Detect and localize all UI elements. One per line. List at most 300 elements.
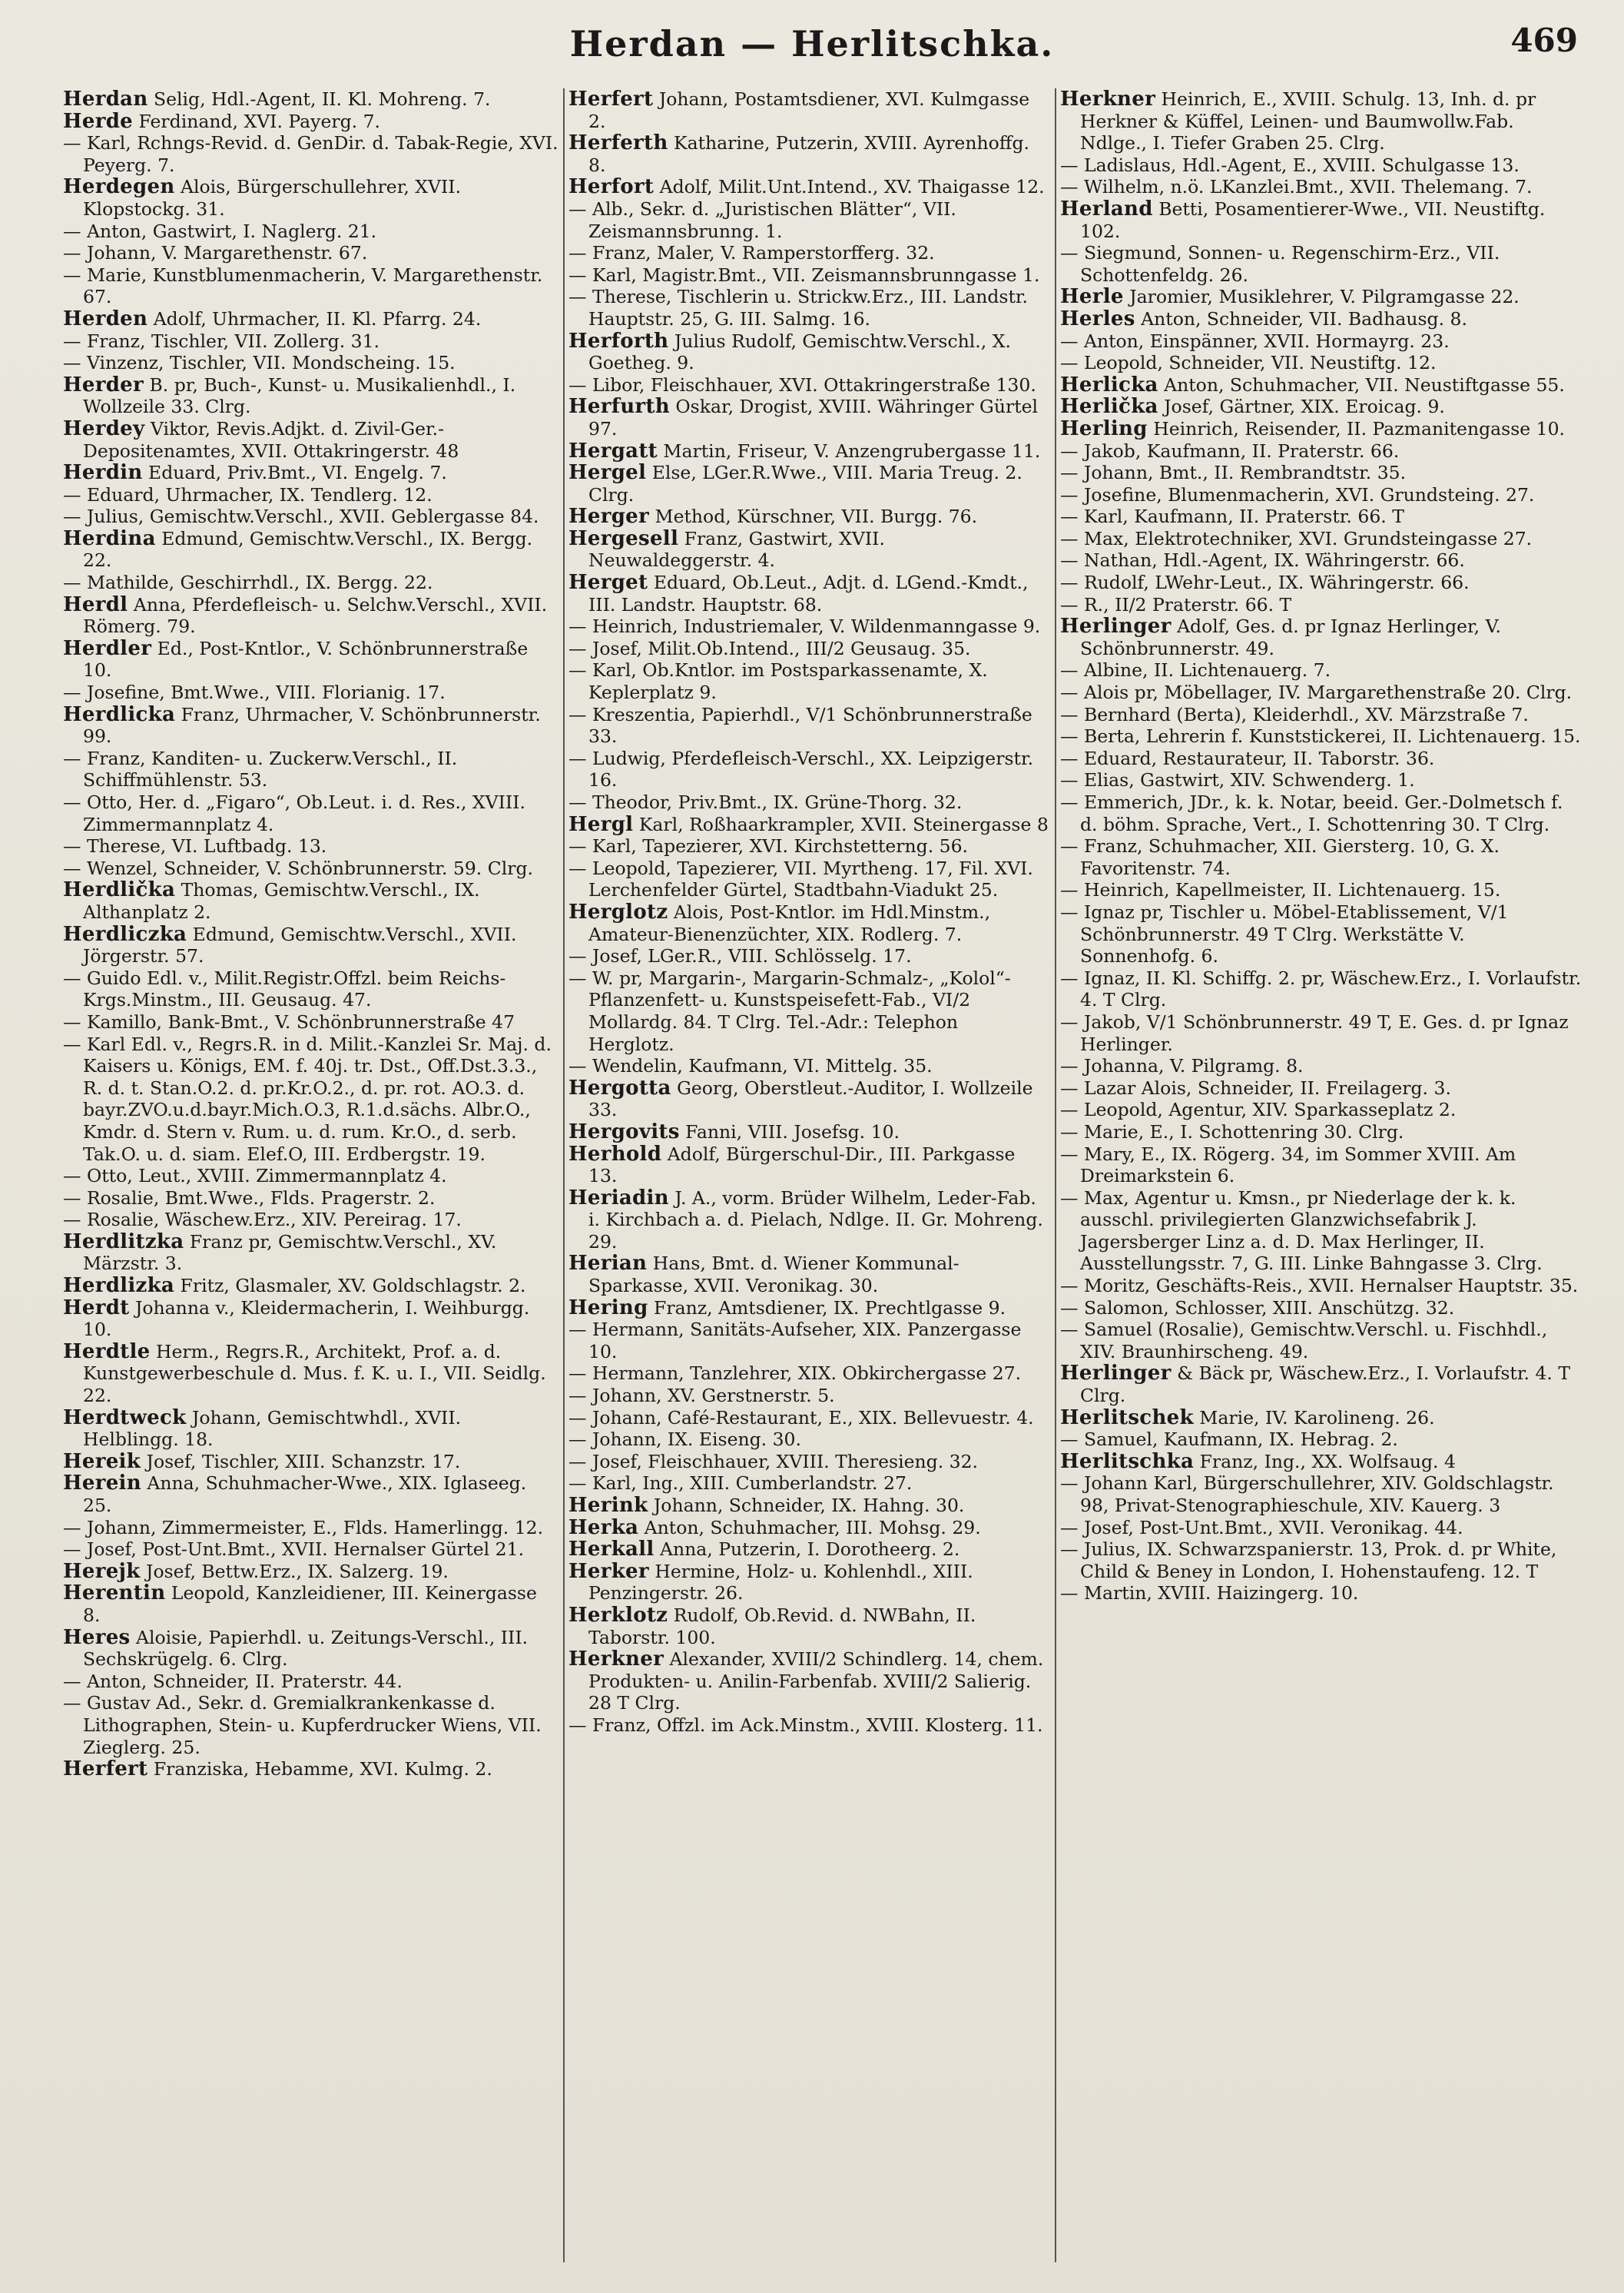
entry-detail: Heinrich, Reisender, II. Pazmanitengasse 10. — [1147, 417, 1566, 440]
entry-detail: — Karl, Tapezierer, XVI. Kirchstetterng. 56. — [568, 835, 969, 858]
entry-surname: Herker — [568, 1559, 649, 1583]
directory-entry — [63, 1341, 559, 1407]
directory-entry — [568, 528, 1049, 572]
directory-entry — [63, 506, 559, 528]
directory-entry — [568, 242, 1049, 264]
directory-entry — [1060, 88, 1583, 154]
directory-entry — [568, 1604, 1049, 1648]
directory-entry — [63, 858, 559, 880]
entry-detail: Adolf, Uhrmacher, II. Kl. Pfarrg. 24. — [147, 307, 482, 330]
entry-detail: — Heinrich, Kapellmeister, II. Lichtenauerg. 15. — [1060, 879, 1501, 901]
entry-surname: Herdler — [63, 636, 152, 660]
directory-entry — [1060, 462, 1583, 484]
directory-entry — [568, 1517, 1049, 1539]
entry-detail: — Marie, Kunstblumenmacherin, V. Margarethenstr. 67. — [63, 264, 543, 308]
directory-entry — [568, 1297, 1049, 1319]
directory-entry — [568, 572, 1049, 616]
entry-detail: Alois, Post-Kntlor. im Hdl.Minstm., Amateur-Bienenzüchter, XIX. Rodlerg. 7. — [588, 901, 991, 945]
directory-entry — [1060, 682, 1583, 704]
directory-entry — [1060, 549, 1583, 572]
entry-detail: Johanna v., Kleidermacherin, I. Weihburgg. 10. — [83, 1296, 530, 1341]
entry-surname: Herdina — [63, 526, 156, 550]
entry-detail: Edmund, Gemischtw.Verschl., IX. Bergg. 22. — [83, 527, 533, 572]
entry-detail: — Anton, Gastwirt, I. Naglerg. 21. — [63, 220, 377, 242]
directory-entry — [63, 462, 559, 484]
directory-entry — [63, 242, 559, 264]
entry-detail: — Samuel, Kaufmann, IX. Hebrag. 2. — [1060, 1429, 1398, 1451]
entry-detail: — Karl, Kaufmann, II. Praterstr. 66. T — [1060, 506, 1404, 528]
entry-detail: — Alois pr, Möbellager, IV. Margarethenstraße 20. Clrg. — [1060, 682, 1573, 704]
directory-entry — [1060, 572, 1583, 594]
directory-entry — [568, 1451, 1049, 1473]
entry-surname: Herglotz — [568, 900, 668, 924]
directory-entry — [63, 748, 559, 791]
entry-surname: Hergovits — [568, 1120, 680, 1143]
entry-detail: — Johann, Café-Restaurant, E., XIX. Bellevuestr. 4. — [568, 1406, 1034, 1429]
entry-detail: Hans, Bmt. d. Wiener Kommunal-Sparkasse, XVII. Veronikag. 30. — [588, 1253, 959, 1297]
entry-detail: — Karl, Ob.Kntlor. im Postsparkassenamte, X. Keplerplatz 9. — [568, 659, 988, 704]
entry-detail: — Otto, Leut., XVIII. Zimmermannplatz 4. — [63, 1165, 447, 1187]
directory-entry — [63, 682, 559, 704]
entry-detail: — Ladislaus, Hdl.-Agent, E., XVIII. Schulgasse 13. — [1060, 154, 1520, 176]
directory-entry — [1060, 506, 1583, 528]
directory-entry — [1060, 748, 1583, 770]
entry-detail: — Johann, Zimmermeister, E., Flds. Hamerlingg. 12. — [63, 1516, 544, 1538]
directory-entry — [568, 1407, 1049, 1429]
entry-detail: Marie, IV. Karolineng. 26. — [1193, 1406, 1435, 1429]
entry-detail: Georg, Oberstleut.-Auditor, I. Wollzeile 33. — [588, 1077, 1033, 1121]
directory-entry — [568, 1253, 1049, 1296]
directory-entry — [63, 879, 559, 923]
entry-detail: — Wendelin, Kaufmann, VI. Mittelg. 35. — [568, 1055, 933, 1077]
entry-detail: — Josef, Post-Unt.Bmt., XVII. Veronikag. 44. — [1060, 1516, 1463, 1538]
entry-detail: — Josefine, Bmt.Wwe., VIII. Florianig. 17. — [63, 682, 446, 704]
directory-entry — [63, 704, 559, 748]
entry-detail: Selig, Hdl.-Agent, II. Kl. Mohreng. 7. — [147, 88, 491, 110]
entry-detail: — Lazar Alois, Schneider, II. Freilagerg. 3. — [1060, 1077, 1451, 1099]
directory-entry — [1060, 308, 1583, 330]
entry-detail: Katharine, Putzerin, XVIII. Ayrenhoffg. 8. — [588, 132, 1029, 176]
directory-entry — [63, 484, 559, 506]
entry-detail: — Salomon, Schlosser, XIII. Anschützg. 32. — [1060, 1296, 1455, 1319]
entry-detail: — Josef, LGer.R., VIII. Schlösselg. 17. — [568, 945, 912, 967]
directory-entry — [568, 638, 1049, 660]
entry-detail: Johann, Gemischtwhdl., XVII. Helblingg. 18. — [83, 1406, 462, 1451]
directory-entry — [1060, 1472, 1583, 1516]
directory-entry — [1060, 1143, 1583, 1187]
directory-entry — [63, 1275, 559, 1297]
directory-entry — [568, 1077, 1049, 1121]
column-3 — [1060, 88, 1583, 2270]
entry-surname: Herejk — [63, 1559, 141, 1583]
entry-detail: — Alb., Sekr. d. „Juristischen Blätter“, VII. Zeismannsbrunng. 1. — [568, 197, 956, 242]
entry-surname: Herling — [1060, 416, 1148, 440]
directory-entry — [568, 659, 1049, 703]
directory-entry — [63, 1407, 559, 1451]
entry-surname: Herklotz — [568, 1603, 668, 1627]
entry-detail: — Anton, Schneider, II. Praterstr. 44. — [63, 1670, 403, 1692]
entry-surname: Herdan — [63, 88, 148, 111]
directory-entry — [1060, 1011, 1583, 1055]
entry-surname: Herkall — [568, 1538, 655, 1561]
directory-entry — [63, 374, 559, 418]
directory-entry — [1060, 286, 1583, 308]
directory-entry — [568, 901, 1049, 945]
directory-entry — [568, 1143, 1049, 1187]
directory-entry — [1060, 967, 1583, 1011]
directory-entry — [1060, 1517, 1583, 1539]
entry-surname: Herles — [1060, 307, 1135, 330]
entry-detail: — Ignaz pr, Tischler u. Möbel-Etablissement, V/1 Schönbrunnerstr. 49 T Clrg. Werkstätte V. Sonnenhofg. 6. — [1060, 901, 1509, 967]
entry-surname: Herdliczka — [63, 922, 187, 946]
entry-surname: Herdey — [63, 416, 145, 440]
entry-detail: Karl, Roßhaarkrampler, XVII. Steinergasse 8 — [633, 813, 1049, 835]
entry-detail: — Albine, II. Lichtenauerg. 7. — [1060, 659, 1331, 682]
entry-surname: Herhold — [568, 1142, 662, 1166]
entry-detail: — Hermann, Sanitäts-Aufseher, XIX. Panzergasse 10. — [568, 1319, 1022, 1362]
directory-entry — [63, 1472, 559, 1516]
entry-detail: — Ludwig, Pferdefleisch-Verschl., XX. Leipzigerstr. 16. — [568, 747, 1034, 791]
entry-detail: — Siegmund, Sonnen- u. Regenschirm-Erz., VII. Schottenfeldg. 26. — [1060, 242, 1500, 286]
entry-detail: — Max, Elektrotechniker, XVI. Grundsteingasse 27. — [1060, 527, 1533, 549]
directory-entry — [568, 967, 1049, 1055]
directory-entry — [63, 418, 559, 462]
directory-entry — [568, 1472, 1049, 1495]
entry-detail: — Guido Edl. v., Milit.Registr.Offzl. beim Reichs-Krgs.Minstm., III. Geusaug. 47. — [63, 967, 506, 1011]
entry-detail: Else, LGer.R.Wwe., VIII. Maria Treug. 2. Clrg. — [588, 462, 1022, 506]
entry-surname: Herferth — [568, 131, 668, 155]
entry-surname: Hereik — [63, 1449, 141, 1473]
entry-detail: — Otto, Her. d. „Figaro“, Ob.Leut. i. d. Res., XVIII. Zimmermannplatz 4. — [63, 791, 525, 835]
entry-surname: Herdlitzka — [63, 1229, 184, 1253]
entry-detail: — Franz, Kanditen- u. Zuckerw.Verschl., II. Schiffmühlenstr. 53. — [63, 747, 458, 791]
column-divider — [1055, 88, 1056, 2262]
entry-detail: — Rudolf, LWehr-Leut., IX. Währingerstr. 66. — [1060, 572, 1470, 594]
entry-detail: Fanni, VIII. Josefsg. 10. — [679, 1120, 900, 1143]
entry-detail: Betti, Posamentierer-Wwe., VII. Neustiftg. 102. — [1080, 197, 1546, 242]
column-1 — [63, 88, 559, 2270]
entry-detail: — Johann, IX. Eiseng. 30. — [568, 1429, 801, 1451]
directory-entry — [63, 791, 559, 835]
entry-surname: Hergatt — [568, 439, 658, 463]
entry-detail: B. pr, Buch-, Kunst- u. Musikalienhdl., I. Wollzeile 33. Clrg. — [83, 373, 516, 418]
column-divider — [563, 88, 565, 2262]
directory-entry — [568, 1362, 1049, 1385]
directory-entry — [1060, 330, 1583, 353]
entry-detail: — Johann, XV. Gerstnerstr. 5. — [568, 1385, 835, 1407]
entry-surname: Hergesell — [568, 526, 679, 550]
entry-detail: Johann, Postamtsdiener, XVI. Kulmgasse 2. — [588, 88, 1030, 132]
directory-entry — [568, 88, 1049, 132]
entry-detail: Viktor, Revis.Adjkt. d. Zivil-Ger.-Depositenamtes, XVII. Ottakringerstr. 48 — [83, 417, 459, 462]
entry-detail: Method, Kürschner, VII. Burgg. 76. — [649, 506, 978, 528]
entry-surname: Herlinger — [1060, 1362, 1172, 1385]
directory-entry — [1060, 1538, 1583, 1582]
directory-entry — [568, 835, 1049, 858]
directory-entry — [1060, 374, 1583, 397]
entry-detail: Hermine, Holz- u. Kohlenhdl., XIII. Penzingerstr. 26. — [588, 1560, 973, 1604]
entry-surname: Herder — [63, 373, 144, 397]
entry-detail: — Rosalie, Wäschew.Erz., XIV. Pereirag. 17. — [63, 1209, 462, 1231]
entry-detail: — Karl, Rchngs-Revid. d. GenDir. d. Tabak-Regie, XVI. Peyerg. 7. — [63, 132, 558, 176]
entry-detail: Anton, Schuhmacher, III. Mohsg. 29. — [638, 1516, 981, 1538]
entry-surname: Hergotta — [568, 1076, 671, 1100]
entry-detail: — Julius, IX. Schwarzspanierstr. 13, Prok. d. pr White, Child & Beney in London, I. Hohenstaufeng. 12. T — [1060, 1538, 1557, 1582]
entry-detail: — Vinzenz, Tischler, VII. Mondscheing. 15. — [63, 352, 456, 374]
directory-entry — [1060, 1407, 1583, 1429]
directory-entry — [1060, 725, 1583, 748]
entry-detail: — Rosalie, Bmt.Wwe., Flds. Pragerstr. 2. — [63, 1186, 436, 1209]
entry-surname: Herland — [1060, 197, 1153, 221]
entry-detail: — Franz, Offzl. im Ack.Minstm., XVIII. Klosterg. 11. — [568, 1714, 1043, 1736]
entry-surname: Herian — [568, 1252, 648, 1276]
entry-detail: Josef, Bettw.Erz., IX. Salzerg. 19. — [140, 1560, 449, 1582]
entry-detail: — Therese, Tischlerin u. Strickw.Erz., III. Landstr. Hauptstr. 25, G. III. Salmg. 16. — [568, 286, 1029, 330]
directory-entry — [63, 835, 559, 858]
directory-entry — [1060, 616, 1583, 659]
column-2 — [568, 88, 1049, 2270]
entry-detail: — Ignaz, II. Kl. Schiffg. 2. pr, Wäschew.Erz., I. Vorlaufstr. 4. T Clrg. — [1060, 967, 1582, 1011]
entry-detail: — Johann, V. Margarethenstr. 67. — [63, 242, 368, 264]
directory-entry — [63, 308, 559, 330]
directory-entry — [63, 572, 559, 594]
directory-entry — [1060, 1099, 1583, 1121]
entry-surname: Herden — [63, 307, 148, 330]
directory-entry — [1060, 176, 1583, 198]
directory-entry — [568, 506, 1049, 528]
directory-entry — [568, 1648, 1049, 1714]
entry-detail: — Johann, Bmt., II. Rembrandtstr. 35. — [1060, 462, 1407, 484]
entry-surname: Herlinger — [1060, 615, 1172, 639]
entry-detail: Franz, Amtsdiener, IX. Prechtlgasse 9. — [648, 1296, 1006, 1319]
directory-entry — [63, 638, 559, 682]
page-header — [0, 15, 1624, 77]
directory-entry — [1060, 1077, 1583, 1100]
entry-detail: — Max, Agentur u. Kmsn., pr Niederlage der k. k. ausschl. privilegierten Glanzwichsefabrik J. Jagersberger Linz a. d. D. Max Herlinger, II. Ausstellungsstr. 7, G. III. Linke Bahngasse 3. Clrg. — [1060, 1186, 1543, 1275]
entry-surname: Herkner — [568, 1648, 665, 1671]
entry-detail: — Leopold, Tapezierer, VII. Myrtheng. 17, Fil. XVI. Lerchenfelder Gürtel, Stadtbahn-Viadukt 25. — [568, 857, 1033, 901]
entry-detail: — Karl, Ing., XIII. Cumberlandstr. 27. — [568, 1472, 913, 1495]
entry-detail: Anna, Schuhmacher-Wwe., XIX. Iglaseeg. 25. — [83, 1472, 527, 1516]
entry-detail: — Franz, Schuhmacher, XII. Giersterg. 10, G. X. Favoritenstr. 74. — [1060, 835, 1500, 879]
directory-entry — [568, 1385, 1049, 1407]
directory-entry — [568, 1538, 1049, 1561]
directory-entry — [1060, 198, 1583, 242]
entry-detail: — Nathan, Hdl.-Agent, IX. Währingerstr. 66. — [1060, 549, 1465, 572]
directory-entry — [1060, 440, 1583, 463]
entry-detail: Josef, Gärtner, XIX. Eroicag. 9. — [1158, 396, 1445, 418]
entry-surname: Herfert — [63, 1757, 148, 1781]
entry-detail: Ferdinand, XVI. Payerg. 7. — [133, 110, 380, 132]
entry-detail: — Anton, Einspänner, XVII. Hormayrg. 23. — [1060, 330, 1450, 352]
entry-surname: Herdin — [63, 461, 143, 485]
entry-detail: Eduard, Ob.Leut., Adjt. d. LGend.-Kmdt., III. Landstr. Hauptstr. 68. — [588, 572, 1029, 616]
entry-detail: Alois, Bürgerschullehrer, XVII. Klopstockg. 31. — [83, 176, 462, 220]
directory-entry — [568, 704, 1049, 748]
entry-detail: Adolf, Ges. d. pr Ignaz Herlinger, V. Schönbrunnerstr. 49. — [1080, 616, 1501, 659]
entry-surname: Herdt — [63, 1296, 130, 1319]
entry-detail: Aloisie, Papierhdl. u. Zeitungs-Verschl., III. Sechskrügelg. 6. Clrg. — [83, 1626, 529, 1671]
entry-detail: — Leopold, Schneider, VII. Neustiftg. 12. — [1060, 352, 1437, 374]
entry-detail: — Bernhard (Berta), Kleiderhdl., XV. Märzstraße 7. — [1060, 703, 1529, 725]
directory-entry — [1060, 1055, 1583, 1077]
entry-detail: Alexander, XVIII/2 Schindlerg. 14, chem. Produkten- u. Anilin-Farbenfab. XVIII/2 Salierig. 28 T Clrg. — [588, 1648, 1044, 1714]
entry-surname: Herle — [1060, 285, 1124, 309]
entry-detail: Josef, Tischler, XIII. Schanzstr. 17. — [141, 1450, 461, 1472]
entry-detail: Franz, Gastwirt, XVII. Neuwaldeggerstr. 4. — [588, 527, 885, 572]
entry-detail: — Josefine, Blumenmacherin, XVI. Grundsteing. 27. — [1060, 483, 1535, 506]
entry-detail: — Libor, Fleischhauer, XVI. Ottakringerstraße 130. — [568, 373, 1036, 396]
entry-surname: Herlitschek — [1060, 1405, 1194, 1429]
entry-surname: Herdlička — [63, 878, 176, 902]
entry-detail: — Samuel (Rosalie), Gemischtw.Verschl. u. Fischhdl., XIV. Braunhirscheng. 49. — [1060, 1319, 1548, 1362]
directory-entry — [63, 924, 559, 967]
entry-detail: Anna, Putzerin, I. Dorotheerg. 2. — [654, 1538, 960, 1561]
directory-entry — [63, 1011, 559, 1034]
directory-entry — [63, 221, 559, 243]
directory-entry — [63, 1627, 559, 1671]
entry-detail: — Emmerich, JDr., k. k. Notar, beeid. Ger.-Dolmetsch f. d. böhm. Sprache, Vert., I. Schottenring 30. T Clrg. — [1060, 791, 1563, 835]
directory-entry — [63, 1209, 559, 1231]
page-title: Herdan — Herlitschka. — [569, 23, 1055, 65]
directory-entry — [568, 132, 1049, 176]
directory-entry — [63, 176, 559, 220]
entry-detail: Franz, Uhrmacher, V. Schönbrunnerstr. 99. — [83, 703, 541, 748]
directory-entry — [1060, 769, 1583, 791]
entry-surname: Heriadin — [568, 1186, 669, 1210]
directory-entry — [1060, 879, 1583, 901]
entry-surname: Herink — [568, 1494, 648, 1517]
entry-surname: Herdlizka — [63, 1274, 175, 1298]
directory-entry — [63, 1671, 559, 1693]
entry-detail: Franz, Ing., XX. Wolfsaug. 4 — [1194, 1450, 1456, 1472]
entry-detail: Edmund, Gemischtw.Verschl., XVII. Jörgerstr. 57. — [83, 923, 517, 967]
entry-detail: — Hermann, Tanzlehrer, XIX. Obkirchergasse 27. — [568, 1362, 1022, 1385]
entry-surname: Hering — [568, 1296, 648, 1319]
directory-entry — [63, 1451, 559, 1473]
page-number: 469 — [1510, 22, 1578, 59]
entry-detail: — Karl Edl. v., Regrs.R. in d. Milit.-Kanzlei Sr. Maj. d. Kaisers u. Königs, EM. f. 40j. tr. Dst., Off.Dst.3.3., R. d. t. Stan.O.2. d. pr.Kr.O.2., d. pr. rot. AO.3. d. bayr.ZVO.u.d.bayr.Mich.O.3, R.1.d.sächs. Albr.O., Kmdr. d. Stern v. Rum. u. d. rum. Kr.O., d. serb. Tak.O. u. d. siam. Elef.O, III. Erdbergstr. 19. — [63, 1033, 552, 1165]
entry-detail: — Josef, Post-Unt.Bmt., XVII. Hernalser Gürtel 21. — [63, 1538, 525, 1561]
directory-entry — [568, 440, 1049, 463]
entry-detail: — Franz, Maler, V. Ramperstorfferg. 32. — [568, 242, 935, 264]
directory-entry — [1060, 352, 1583, 374]
entry-detail: — Kreszentia, Papierhdl., V/1 Schönbrunnerstraße 33. — [568, 703, 1032, 748]
directory-entry — [568, 814, 1049, 836]
entry-detail: Johann, Schneider, IX. Hahng. 30. — [648, 1495, 965, 1516]
entry-detail: — Mary, E., IX. Rögerg. 34, im Sommer XVIII. Am Dreimarkstein 6. — [1060, 1143, 1516, 1187]
directory-entry — [568, 1319, 1049, 1362]
directory-entry — [63, 967, 559, 1011]
directory-entry — [1060, 396, 1583, 418]
directory-entry — [1060, 1582, 1583, 1604]
directory-entry — [1060, 594, 1583, 616]
entry-detail: — Franz, Tischler, VII. Zollerg. 31. — [63, 330, 380, 352]
directory-entry — [568, 1055, 1049, 1077]
entry-detail: Franziska, Hebamme, XVI. Kulmg. 2. — [147, 1758, 492, 1780]
directory-entry — [1060, 154, 1583, 177]
entry-detail: — Wenzel, Schneider, V. Schönbrunnerstr. 59. Clrg. — [63, 857, 533, 879]
entry-detail: — Marie, E., I. Schottenring 30. Clrg. — [1060, 1120, 1404, 1143]
entry-surname: Herdtweck — [63, 1405, 187, 1429]
entry-detail: — Mathilde, Geschirrhdl., IX. Bergg. 22. — [63, 572, 433, 594]
entry-surname: Herka — [568, 1515, 639, 1539]
directory-entry — [63, 1187, 559, 1210]
directory-entry — [1060, 659, 1583, 682]
entry-detail: — Jakob, Kaufmann, II. Praterstr. 66. — [1060, 440, 1400, 462]
directory-entry — [1060, 1121, 1583, 1143]
entry-detail: Leopold, Kanzleidiener, III. Keinergasse 8. — [83, 1582, 537, 1626]
entry-detail: Anton, Schneider, VII. Badhausg. 8. — [1135, 307, 1467, 330]
directory-entry — [63, 111, 559, 133]
entry-detail: — Jakob, V/1 Schönbrunnerstr. 49 T, E. Ges. d. pr Ignaz Herlinger. — [1060, 1010, 1569, 1055]
directory-entry — [63, 1758, 559, 1780]
directory-entry — [63, 1561, 559, 1583]
directory-entry — [63, 1582, 559, 1626]
entry-detail: — R., II/2 Praterstr. 66. T — [1060, 593, 1292, 616]
directory-entry — [568, 264, 1049, 287]
entry-detail: — Heinrich, Industriemaler, V. Wildenmanngasse 9. — [568, 616, 1041, 638]
entry-detail: Heinrich, E., XVIII. Schulg. 13, Inh. d. pr Herkner & Küffel, Leinen- und Baumwollw.Fab. Ndlge., I. Tiefer Graben 25. Clrg. — [1080, 88, 1536, 154]
entry-detail: — Moritz, Geschäfts-Reis., XVII. Hernalser Hauptstr. 35. — [1060, 1275, 1579, 1297]
directory-entry — [568, 1495, 1049, 1517]
entry-detail: — Josef, Milit.Ob.Intend., III/2 Geusaug. 35. — [568, 637, 971, 659]
entry-detail: — Johann Karl, Bürgerschullehrer, XIV. Goldschlagstr. 98, Privat-Stenographieschule, XIV. Kauerg. 3 — [1060, 1472, 1554, 1516]
entry-detail: — Wilhelm, n.ö. LKanzlei.Bmt., XVII. Thelemang. 7. — [1060, 176, 1533, 198]
directory-entry — [63, 1165, 559, 1187]
entry-detail: Herm., Regrs.R., Architekt, Prof. a. d. Kunstgewerbeschule d. Mus. f. K. u. I., VII. Seidlg. 22. — [83, 1340, 546, 1407]
directory-entry — [1060, 1362, 1583, 1406]
directory-entry — [63, 594, 559, 638]
directory-entry — [1060, 901, 1583, 967]
directory-entry — [63, 1297, 559, 1341]
directory-entry — [1060, 1297, 1583, 1319]
entry-detail: — W. pr, Margarin-, Margarin-Schmalz-, „Kolol“-Pflanzenfett- u. Kunstspeisefett-Fab., VI/2 Mollardg. 84. T Clrg. Tel.-Adr.: Telephon Herglotz. — [568, 967, 1011, 1055]
entry-detail: — Eduard, Restaurateur, II. Taborstr. 36. — [1060, 747, 1435, 769]
entry-surname: Herein — [63, 1472, 141, 1495]
entry-surname: Herlicka — [1060, 373, 1158, 397]
entry-surname: Herlitschka — [1060, 1449, 1195, 1473]
entry-detail: — Berta, Lehrerin f. Kunststickerei, II. Lichtenauerg. 15. — [1060, 725, 1581, 748]
directory-entry — [63, 528, 559, 572]
entry-detail: Franz pr, Gemischtw.Verschl., XV. Märzstr. 3. — [83, 1230, 497, 1275]
entry-surname: Herger — [568, 505, 650, 529]
entry-detail: Jaromier, Musiklehrer, V. Pilgramgasse 22. — [1123, 286, 1520, 308]
directory-entry — [1060, 1451, 1583, 1473]
entry-surname: Herkner — [1060, 88, 1156, 111]
entry-detail: — Gustav Ad., Sekr. d. Gremialkrankenkasse d. Lithographen, Stein- u. Kupferdrucker Wiens, VII. Zieglerg. 25. — [63, 1692, 542, 1758]
directory-entry — [568, 616, 1049, 638]
directory-entry — [1060, 1319, 1583, 1362]
entry-surname: Heres — [63, 1625, 131, 1649]
entry-detail: — Julius, Gemischtw.Verschl., XVII. Geblergasse 84. — [63, 506, 539, 528]
directory-entry — [1060, 704, 1583, 726]
directory-entry — [568, 1429, 1049, 1451]
entry-detail: — Eduard, Uhrmacher, IX. Tendlerg. 12. — [63, 483, 433, 506]
directory-entry — [568, 462, 1049, 506]
entry-detail: — Kamillo, Bank-Bmt., V. Schönbrunnerstraße 47 — [63, 1010, 515, 1033]
directory-entry — [1060, 242, 1583, 286]
directory-entry — [568, 330, 1049, 374]
directory-entry — [63, 1231, 559, 1275]
entry-detail: Ed., Post-Kntlor., V. Schönbrunnerstraße 10. — [83, 637, 529, 682]
entry-surname: Herget — [568, 571, 648, 595]
directory-entry — [568, 791, 1049, 814]
entry-detail: Fritz, Glasmaler, XV. Goldschlagstr. 2. — [174, 1275, 526, 1297]
directory-entry — [63, 1538, 559, 1561]
directory-entry — [568, 374, 1049, 397]
entry-surname: Herlička — [1060, 395, 1158, 419]
